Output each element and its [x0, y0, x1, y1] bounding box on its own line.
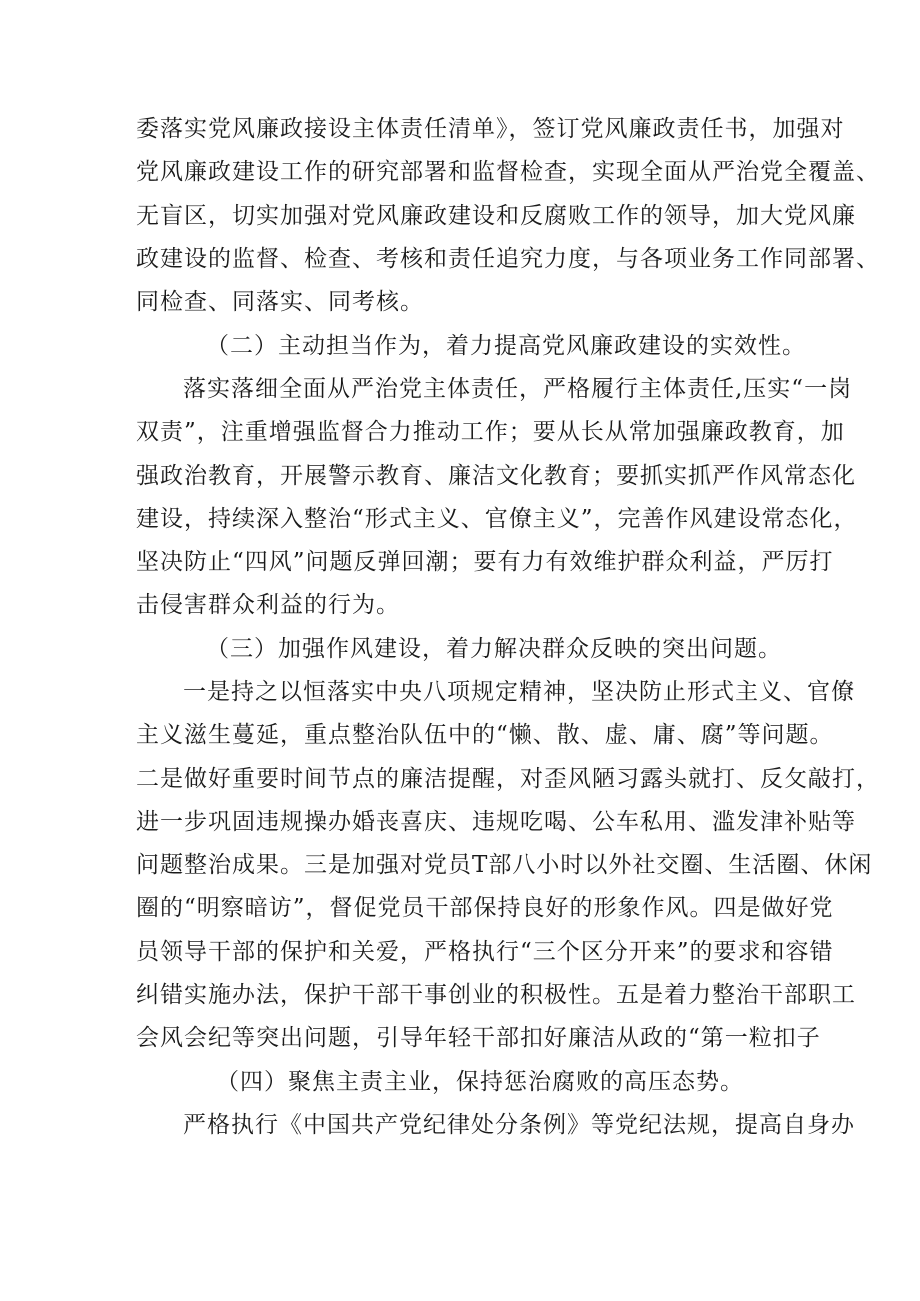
section-heading-4: （四）聚焦主责主业，保持惩治腐败的高压态势。 — [216, 1069, 744, 1095]
paragraph-line: 会风会纪等突出问题，引导年轻干部扣好廉洁从政的“第一粒扣子 — [136, 1025, 821, 1052]
section-heading-2: （二）主动担当作为，着力提高党风廉政建设的实效性。 — [206, 333, 806, 359]
paragraph-line: 纠错实施办法，保护干部干事创业的积极性。五是着力整治干部职工 — [136, 982, 856, 1009]
paragraph-line: 一是持之以恒落实中央八项规定精神，坚决防止形式主义、官僚 — [183, 679, 855, 705]
paragraph-line: 进一步巩固违规操办婚丧喜庆、违规吃喝、公车私用、滥发津补贴等 — [136, 808, 856, 835]
paragraph-2 — [136, 368, 858, 628]
paragraph-line: 圈的“明察暗访”，督促党员干部保持良好的形象作风。四是做好党 — [136, 895, 834, 922]
paragraph-line: 员领导干部的保护和关爱，严格执行“三个区分开来”的要求和容错 — [136, 938, 834, 965]
paragraph-4 — [136, 1104, 855, 1147]
paragraph-line: 党风廉政建设工作的研究部署和监督检查，实现全面从严治党全覆盖、 — [136, 159, 880, 186]
paragraph-line: 同检查、同落实、同考核。 — [136, 289, 424, 316]
paragraph-line: 政建设的监督、检查、考核和责任追究力度，与各项业务工作同部署、 — [136, 245, 880, 272]
paragraph-line: 无盲区，切实加强对党风廉政建设和反腐败工作的领导，加大党风廉 — [136, 202, 856, 229]
paragraph-3 — [136, 671, 880, 1061]
section-heading-3: （三）加强作风建设，着力解决群众反映的突出问题。 — [206, 636, 782, 662]
paragraph-line: 二是做好重要时间节点的廉洁提醒，对歪风陋习露头就打、反攵敲打， — [136, 765, 880, 792]
paragraph-line: 严格执行《中国共产党纪律处分条例》等党纪法规，提高自身办 — [183, 1112, 855, 1138]
paragraph-1 — [136, 108, 880, 324]
paragraph-line: 坚决防止“四风”问题反弹回潮；要有力有效维护群众利益，严厉打 — [136, 549, 834, 576]
paragraph-line: 主义滋生蔓延，重点整治队伍中的“懒、散、虚、庸、腐”等问题。 — [136, 722, 834, 749]
paragraph-line: 击侵害群众利益的行为。 — [136, 592, 400, 619]
paragraph-line: 强政治教育，开展警示教育、廉洁文化教育；要抓实抓严作风常态化 — [136, 462, 856, 489]
paragraph-line: 委落实党风廉政接设主体责任清单》，签订党风廉政责任书，加强对 — [136, 116, 845, 142]
paragraph-line: 双责”，注重增强监督合力推动工作；要从长从常加强廉政教育，加 — [136, 419, 845, 446]
paragraph-line: 建设，持续深入整治“形式主义、官僚主义”，完善作风建设常态化， — [136, 505, 858, 532]
paragraph-line: 落实落细全面从严治党主体责任，严格履行主体责任,压实“一岗 — [183, 376, 853, 402]
paragraph-line: 问题整治成果。三是加强对党员T部八小时以外社交圈、生活圈、休闲 — [136, 852, 873, 879]
